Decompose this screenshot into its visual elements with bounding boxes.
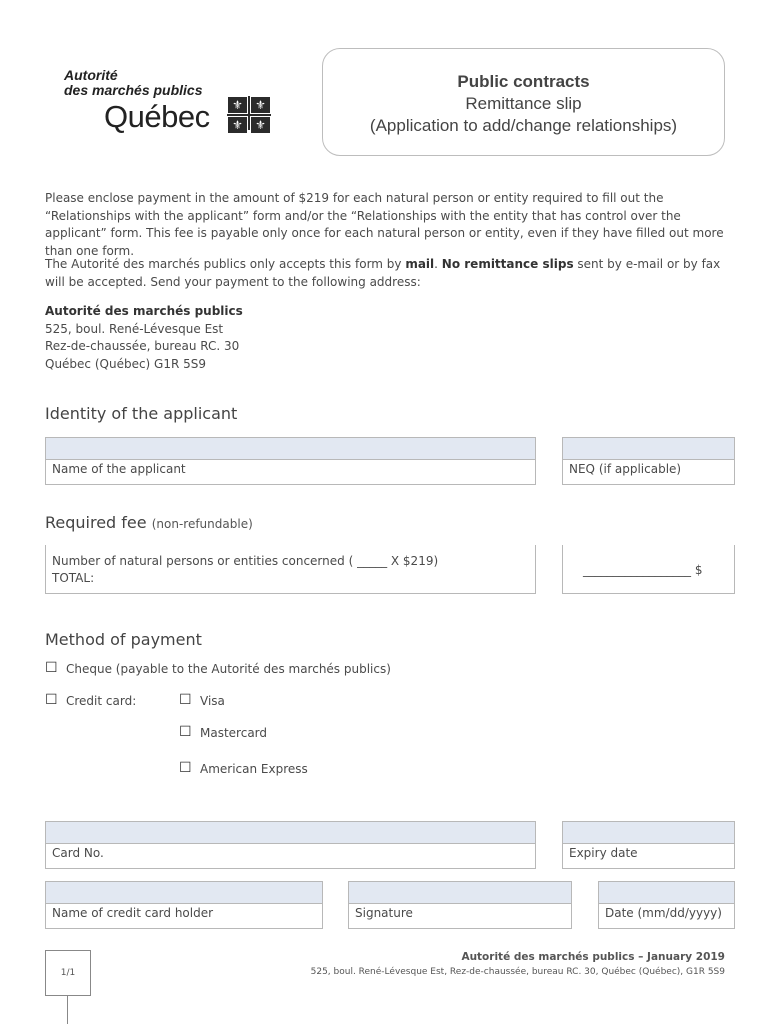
footer-address: 525, boul. René-Lévesque Est, Rez-de-chaussée, bureau RC. 30, Québec (Québec), G1R 5S9 (310, 967, 725, 977)
card-holder-field[interactable] (45, 881, 323, 904)
address-line3: Québec (Québec) G1R 5S9 (45, 356, 207, 371)
applicant-name-label: Name of the applicant (52, 462, 186, 476)
payment-heading: Method of payment (45, 630, 202, 649)
address-name: Autorité des marchés publics (45, 304, 243, 318)
logo-org-line2: des marchés publics (64, 82, 203, 98)
applicant-name-field[interactable] (45, 437, 536, 460)
logo-org-line1: Autorité (64, 67, 118, 83)
title-main: Public contracts (457, 72, 590, 91)
signature-field[interactable] (348, 881, 572, 904)
fee-number-box[interactable] (45, 545, 536, 594)
visa-checkbox[interactable]: ☐ (179, 692, 192, 708)
logo-quebec: Québec (104, 99, 210, 134)
neq-label: NEQ (if applicable) (569, 462, 682, 476)
mailing-address (45, 303, 725, 373)
intro-paragraph-2: The Autorité des marchés publics only accepts this form by mail. No remittance slips sent by e-mail or by fax will be accepted. Send your payment to the following address: (45, 257, 721, 289)
address-line2: Rez-de-chaussée, bureau RC. 30 (45, 339, 240, 353)
date-label: Date (mm/dd/yyyy) (605, 906, 722, 920)
page-box-tail (67, 995, 68, 1024)
identity-heading: Identity of the applicant (45, 404, 238, 423)
page-number: 1/1 (45, 950, 91, 996)
credit-card-checkbox[interactable]: ☐ (45, 692, 58, 708)
logo-organization (64, 68, 203, 98)
amex-checkbox[interactable]: ☐ (179, 760, 192, 776)
neq-field[interactable] (562, 437, 735, 460)
footer-title: Autorité des marchés publics – January 2019 (461, 951, 725, 963)
card-number-field[interactable] (45, 821, 536, 844)
fee-number-label: Number of natural persons or entities concerned ( _____ X $219) (52, 554, 439, 568)
title-sub: Remittance slip (465, 94, 582, 113)
title-sub2: (Application to add/change relationships) (369, 116, 678, 135)
expiry-date-field[interactable] (562, 821, 735, 844)
mastercard-label: Mastercard (200, 726, 268, 740)
signature-label: Signature (355, 906, 413, 920)
cheque-checkbox[interactable]: ☐ (45, 660, 58, 676)
amex-label: American Express (200, 762, 308, 776)
intro-paragraph-1: Please enclose payment in the amount of $219 for each natural person or entity required to fill out the “Relationships with the applicant” form and/or the “Relationships with the entity that has control over the applicant” form. This fee is payable only once for each natural person or entity, even if they have filled out more than one form. (45, 191, 724, 258)
title-box (322, 48, 725, 156)
card-number-label: Card No. (52, 846, 104, 860)
address-line1: 525, boul. René-Lévesque Est (45, 321, 224, 336)
mastercard-checkbox[interactable]: ☐ (179, 724, 192, 740)
fee-heading: Required fee (non-refundable) (45, 513, 253, 532)
fee-total-label: TOTAL: (52, 571, 95, 585)
quebec-flag-icon: ⚜ ⚜ ⚜ ⚜ (227, 96, 271, 130)
visa-label: Visa (200, 694, 225, 708)
fee-total-blank: __________________ $ (583, 563, 703, 577)
card-holder-label: Name of credit card holder (52, 906, 214, 920)
card-number-frame (45, 843, 536, 869)
credit-card-label: Credit card: (66, 694, 137, 708)
expiry-date-label: Expiry date (569, 846, 638, 860)
date-field[interactable] (598, 881, 735, 904)
cheque-label: Cheque (payable to the Autorité des marchés publics) (66, 662, 391, 676)
